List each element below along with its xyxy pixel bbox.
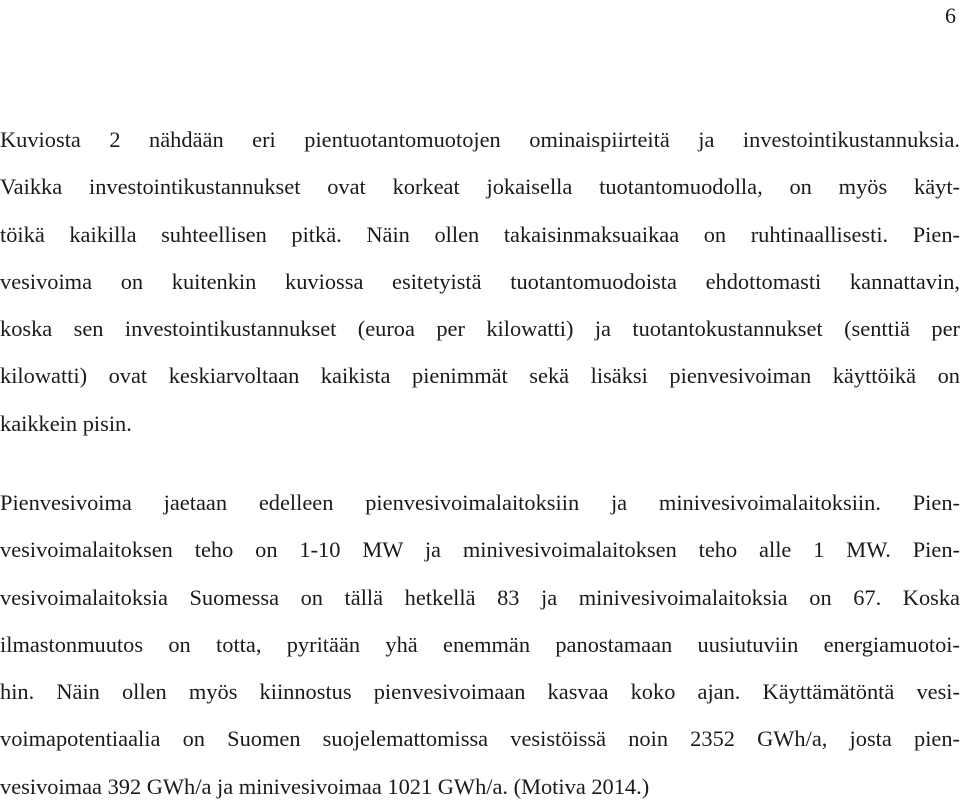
text-line: Vaikka investointikustannukset ovat korkeat jokaisella tuotantomuodolla, on myös käyt-	[0, 174, 960, 200]
text-line: vesivoimalaitoksia Suomessa on tällä hetkellä 83 ja minivesivoimalaitoksia on 67. Koska	[0, 584, 960, 610]
text-line: vesivoima on kuitenkin kuviossa esitetyistä tuotantomuodoista ehdottomasti kannattavin,	[0, 268, 960, 294]
text-line: töikä kaikilla suhteellisen pitkä. Näin ollen takaisinmaksuaikaa on ruhtinaallisesti. Pien-	[0, 221, 960, 247]
text-line: Pienvesivoima jaetaan edelleen pienvesivoimalaitoksiin ja minivesivoimalaitoksiin. Pien-	[0, 490, 960, 515]
text-line: ilmastonmuutos on totta, pyritään yhä enemmän panostamaan uusiutuviin energiamuotoi-	[0, 631, 960, 657]
text-line: kilowatti) ovat keskiarvoltaan kaikista pienimmät sekä lisäksi pienvesivoiman käyttöikä on	[0, 363, 960, 389]
text-line: kaikkein pisin.	[0, 410, 132, 436]
text-line: Kuviosta 2 nähdään eri pientuotantomuotojen ominaispiirteitä ja investointikustannuksia.	[0, 127, 960, 152]
paragraph	[0, 479, 960, 810]
text-line: hin. Näin ollen myös kiinnostus pienvesivoimaan kasvaa koko ajan. Käyttämätöntä vesi-	[0, 679, 960, 705]
text-line: voimapotentiaalia on Suomen suojelemattomissa vesistöissä noin 2352 GWh/a, josta pien-	[0, 726, 960, 752]
text-line: vesivoimaa 392 GWh/a ja minivesivoimaa 1021 GWh/a. (Motiva 2014.)	[0, 773, 650, 799]
text-line: koska sen investointikustannukset (euroa per kilowatti) ja tuotantokustannukset (senttiä per	[0, 316, 960, 342]
text-line: vesivoimalaitoksen teho on 1-10 MW ja minivesivoimalaitoksen teho alle 1 MW. Pien-	[0, 537, 960, 563]
page-number: 6	[945, 3, 956, 28]
paragraph	[0, 116, 960, 447]
